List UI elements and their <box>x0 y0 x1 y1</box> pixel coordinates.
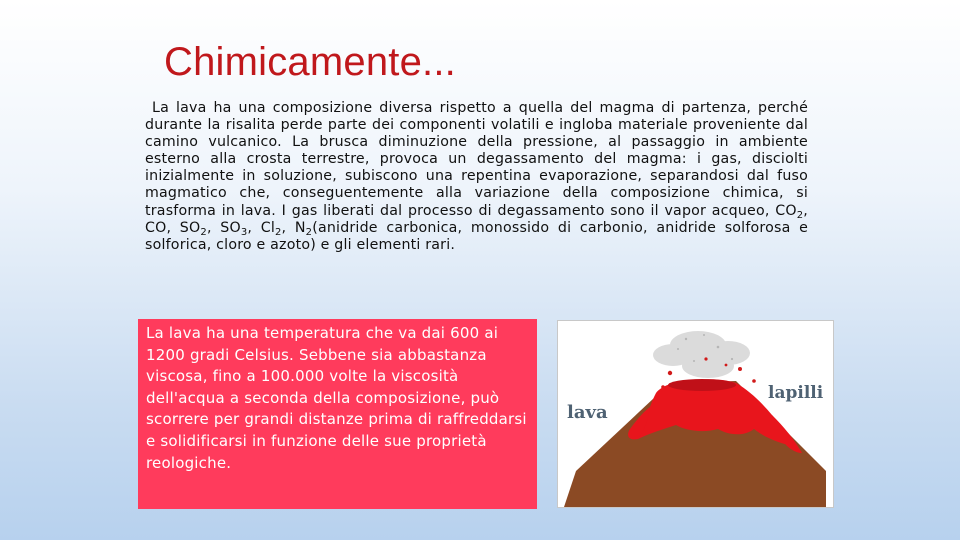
info-box <box>138 319 537 509</box>
body-paragraph <box>145 100 808 254</box>
lapilli-label: lapilli <box>768 383 824 403</box>
paragraph-text-1: La lava ha una composizione diversa rispetto a quella del magma di partenza, perché durante la risalita perde parte dei componenti volatili e ingloba materiale proveniente dal camino vulcanico. La brusca diminuzione della pressione, al passaggio in ambiente esterno alla crosta terrestre, provoca un degassamento del magma: i gas, disciolti inizialmente in soluzione, subiscono una repentina evaporazione, separandosi dal fuso magmatico che, conseguentemente alla variazione della composizione chimica, si trasforma in lava. I gas liberati dal processo di degassamento sono il vapor acqueo, CO <box>145 100 808 219</box>
paragraph-text-3: , SO <box>206 219 241 236</box>
subscript-so3: 3 <box>240 226 248 238</box>
paragraph-text-2: , CO, SO <box>145 202 808 236</box>
subscript-n2: 2 <box>305 226 313 238</box>
paragraph-text-5: , N <box>281 219 306 236</box>
subscript-cl2: 2 <box>274 226 282 238</box>
subscript-so2: 2 <box>200 226 207 238</box>
slide-title: Chimicamente... <box>164 40 456 84</box>
ash-cloud <box>653 331 750 378</box>
paragraph-text-6: (anidride carbonica, monossido di carbonio, anidride solforosa e solforica, cloro e azoto) e gli elementi rari. <box>145 219 809 253</box>
info-box-text: La lava ha una temperatura che va dai 600 ai 1200 gradi Celsius. Sebbene sia abbastanza viscosa, fino a 100.000 volte la viscosità dell'acqua a seconda della composizione, può scorrere per grandi distanze prima di raffreddarsi e solidificarsi in funzione delle sue proprietà reologiche. <box>146 324 527 472</box>
paragraph-text-4: , Cl <box>247 219 275 236</box>
volcano-illustration <box>557 320 834 508</box>
crater <box>668 379 736 391</box>
lava-label: lava <box>567 402 608 423</box>
subscript-co2: 2 <box>796 209 804 221</box>
